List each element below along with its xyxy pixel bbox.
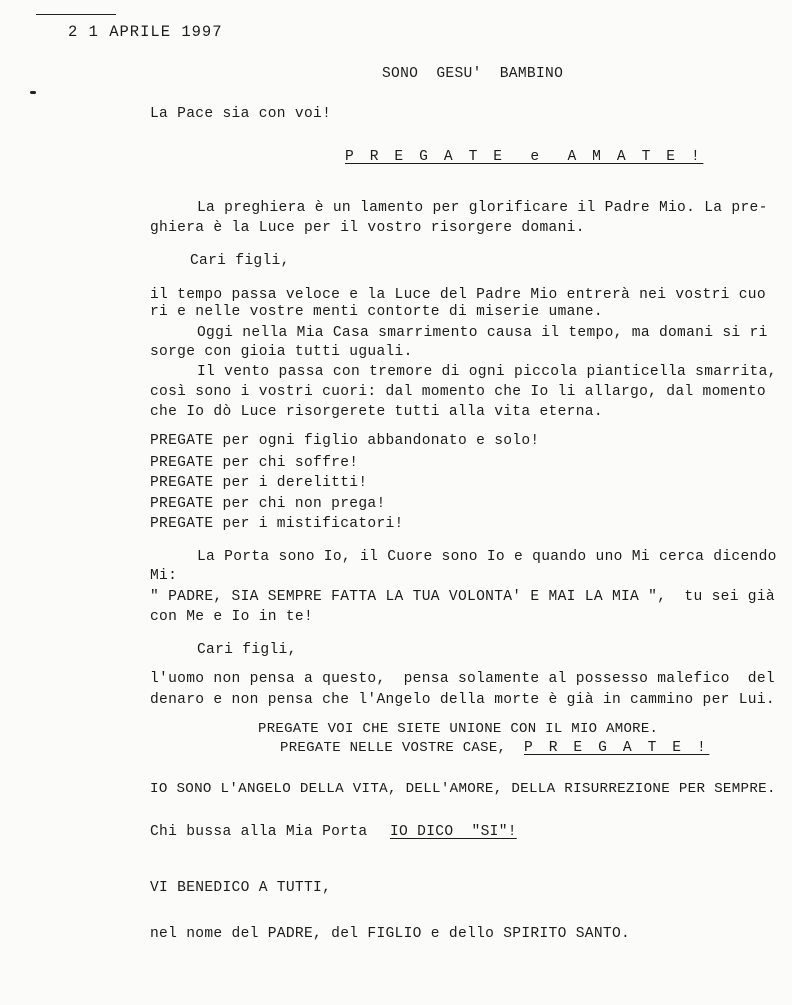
title: P R E G A T E e A M A T E !	[345, 149, 704, 165]
greeting: La Pace sia con voi!	[150, 106, 332, 122]
paragraph2-line: il tempo passa veloce e la Luce del Padre Mio entrerà nei vostri cuo	[150, 287, 766, 303]
cari-figli-2: Cari figli,	[197, 642, 297, 658]
paragraph3-line: " PADRE, SIA SEMPRE FATTA LA TUA VOLONTA' E MAI LA MIA ", tu sei già	[150, 589, 775, 605]
bussa-line: Chi bussa alla Mia Porta	[150, 824, 368, 840]
paragraph4-line: denaro e non pensa che l'Angelo della morte è già in cammino per Lui.	[150, 692, 775, 708]
centered-line: PREGATE NELLE VOSTRE CASE,	[280, 740, 507, 756]
angelo-line: IO SONO L'ANGELO DELLA VITA, DELL'AMORE, DELLA RISURREZIONE PER SEMPRE.	[150, 781, 776, 797]
paragraph3-line: Mi:	[150, 568, 178, 584]
paragraph2-line: così sono i vostri cuori: dal momento che Io li allargo, dal momento	[150, 384, 766, 400]
paragraph2-line: sorge con gioia tutti uguali.	[150, 344, 413, 360]
centered-emphasis: P R E G A T E !	[524, 740, 710, 756]
paragraph1-line: ghiera è la Luce per il vostro risorgere domani.	[150, 220, 585, 236]
paragraph1-line: La preghiera è un lamento per glorificare il Padre Mio. La pre-	[197, 200, 768, 216]
paragraph3-line: con Me e Io in te!	[150, 609, 314, 625]
centered-line: PREGATE VOI CHE SIETE UNIONE CON IL MIO AMORE.	[258, 721, 659, 737]
pregate-item: PREGATE per ogni figlio abbandonato e solo!	[150, 433, 540, 449]
paragraph4-line: l'uomo non pensa a questo, pensa solamente al possesso malefico del	[150, 671, 775, 687]
pen-stroke-top	[36, 14, 116, 15]
pregate-item: PREGATE per i derelitti!	[150, 475, 368, 491]
paragraph3-line: La Porta sono Io, il Cuore sono Io e quando uno Mi cerca dicendo	[197, 549, 777, 565]
pregate-item: PREGATE per i mistificatori!	[150, 516, 404, 532]
date: 2 1 APRILE 1997	[68, 23, 223, 41]
paragraph2-line: ri e nelle vostre menti contorte di miserie umane.	[150, 304, 603, 320]
benedico-line: VI BENEDICO A TUTTI,	[150, 880, 332, 896]
paragraph2-line: Oggi nella Mia Casa smarrimento causa il tempo, ma domani si ri	[197, 325, 768, 341]
bussa-emphasis: IO DICO "SI"!	[390, 824, 517, 840]
closing-line: nel nome del PADRE, del FIGLIO e dello SPIRITO SANTO.	[150, 926, 631, 942]
cari-figli-1: Cari figli,	[190, 253, 290, 269]
pregate-item: PREGATE per chi non prega!	[150, 496, 386, 512]
paragraph2-line: Il vento passa con tremore di ogni piccola pianticella smarrita,	[197, 364, 777, 380]
ink-mark-left	[30, 91, 36, 94]
pregate-item: PREGATE per chi soffre!	[150, 455, 359, 471]
heading: SONO GESU' BAMBINO	[382, 66, 564, 82]
paragraph2-line: che Io dò Luce risorgerete tutti alla vita eterna.	[150, 404, 603, 420]
